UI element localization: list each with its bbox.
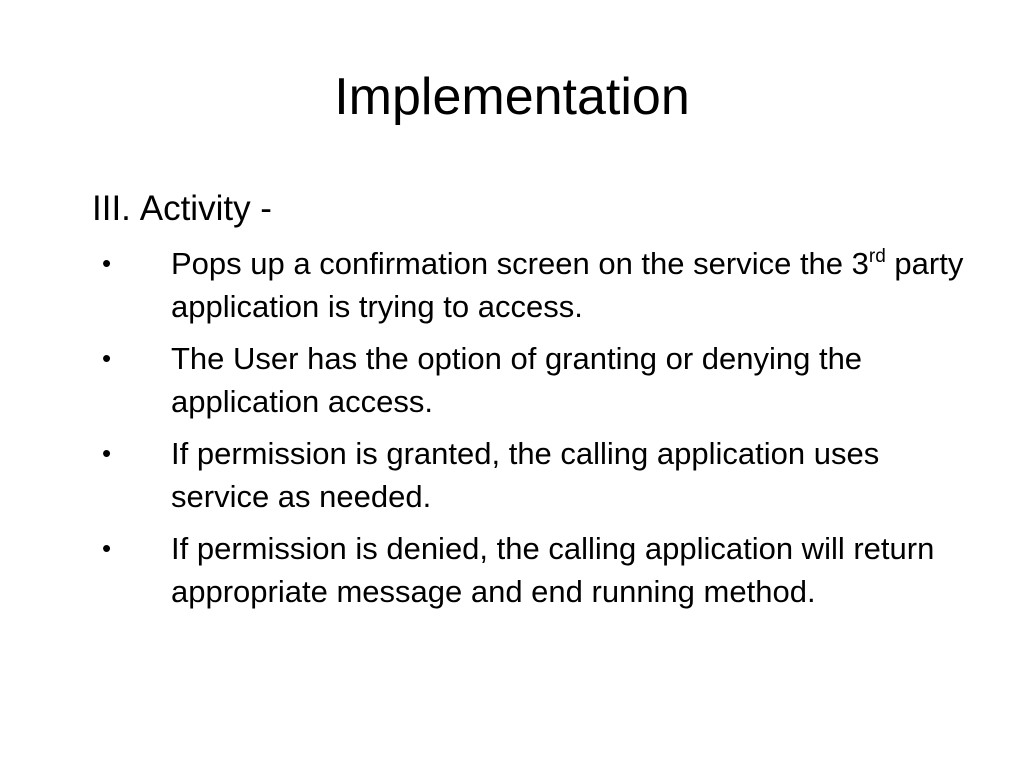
bullet-item [102,337,982,423]
bullet-text-end: party application is trying to access. [171,246,964,324]
bullet-item [102,527,982,613]
bullet-icon: • [102,438,112,468]
bullet-text: If permission is granted, the calling application uses service as needed. [171,436,880,514]
slide-title: Implementation [334,68,690,126]
section-number: III. [92,189,131,228]
bullet-item [102,242,982,328]
section-heading [92,186,972,232]
bullet-icon: • [102,533,112,563]
bullet-item [102,432,982,518]
bullet-icon: • [102,343,112,373]
bullet-text-start: Pops up a confirmation screen on the service the 3 [171,246,869,281]
bullet-text: The User has the option of granting or denying the application access. [171,341,863,419]
bullet-text [171,242,982,328]
ordinal-superscript: rd [868,246,886,267]
section-label: Activity - [139,189,272,228]
bullet-icon: • [102,248,112,278]
bullet-list [102,242,982,622]
bullet-text: If permission is denied, the calling application will return appropriate message and end running method. [171,531,935,609]
